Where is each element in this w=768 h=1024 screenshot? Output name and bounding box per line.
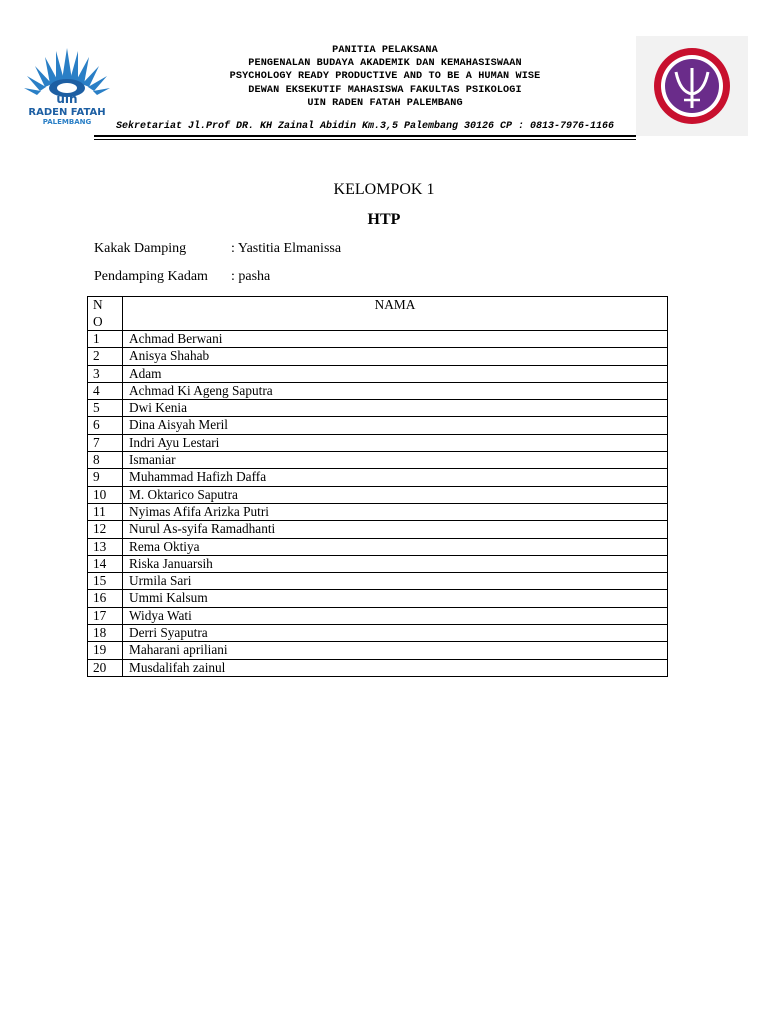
row-number: 15	[88, 573, 123, 590]
table-row	[88, 555, 668, 572]
column-header-no: N O	[88, 297, 123, 331]
field-label: Pendamping Kadam	[94, 269, 208, 284]
member-name: Ismaniar	[123, 452, 668, 469]
table-row	[88, 382, 668, 399]
table-row	[88, 642, 668, 659]
member-table	[87, 296, 668, 677]
table-row	[88, 331, 668, 348]
row-number: 11	[88, 503, 123, 520]
member-name: Muhammad Hafizh Daffa	[123, 469, 668, 486]
row-number: 9	[88, 469, 123, 486]
member-name: Dina Aisyah Meril	[123, 417, 668, 434]
group-title: KELOMPOK 1	[333, 181, 435, 198]
table-row	[88, 503, 668, 520]
row-number: 10	[88, 486, 123, 503]
row-number: 2	[88, 348, 123, 365]
dema-psikologi-emblem	[636, 36, 748, 136]
member-name: Dwi Kenia	[123, 400, 668, 417]
row-number: 4	[88, 382, 123, 399]
field-pendamping-kadam	[94, 269, 270, 285]
member-name: Widya Wati	[123, 607, 668, 624]
member-name: Achmad Berwani	[123, 331, 668, 348]
row-number: 7	[88, 434, 123, 451]
row-number: 1	[88, 331, 123, 348]
row-number: 18	[88, 625, 123, 642]
member-name: Ummi Kalsum	[123, 590, 668, 607]
table-header-row	[88, 297, 668, 331]
table-row	[88, 434, 668, 451]
header-divider	[94, 135, 636, 137]
member-name: Derri Syaputra	[123, 625, 668, 642]
field-label: Kakak Damping	[94, 241, 187, 256]
table-row	[88, 538, 668, 555]
row-number: 12	[88, 521, 123, 538]
member-name: Achmad Ki Ageng Saputra	[123, 382, 668, 399]
letterhead-line: DEWAN EKSEKUTIF MAHASISWA FAKULTAS PSIKOLOGI	[248, 84, 522, 96]
member-name: Nyimas Afifa Arizka Putri	[123, 503, 668, 520]
letterhead	[160, 44, 610, 110]
header-divider	[94, 139, 636, 140]
member-name: Musdalifah zainul	[123, 659, 668, 676]
uin-raden-fatah-logo	[18, 40, 116, 132]
table-row	[88, 417, 668, 434]
row-number: 20	[88, 659, 123, 676]
row-number: 8	[88, 452, 123, 469]
field-kakak-damping	[94, 241, 341, 257]
table-row	[88, 452, 668, 469]
table-row	[88, 348, 668, 365]
table-row	[88, 590, 668, 607]
member-name: Riska Januarsih	[123, 555, 668, 572]
svg-text:uin: uin	[56, 92, 78, 106]
member-name: Nurul As-syifa Ramadhanti	[123, 521, 668, 538]
member-name: Rema Oktiya	[123, 538, 668, 555]
svg-text:PALEMBANG: PALEMBANG	[42, 118, 92, 126]
row-number: 6	[88, 417, 123, 434]
field-value: : Yastitia Elmanissa	[231, 241, 342, 256]
row-number: 19	[88, 642, 123, 659]
member-name: M. Oktarico Saputra	[123, 486, 668, 503]
row-number: 17	[88, 607, 123, 624]
sekretariat-address: Sekretariat Jl.Prof DR. KH Zainal Abidin Km.3,5 Palembang 30126 CP : 0813-7976-1166	[115, 121, 615, 132]
table-row	[88, 365, 668, 382]
table-row	[88, 659, 668, 676]
member-name: Urmila Sari	[123, 573, 668, 590]
letterhead-line: PSYCHOLOGY READY PRODUCTIVE AND TO BE A HUMAN WISE	[229, 71, 541, 83]
table-row	[88, 607, 668, 624]
letterhead-line: UIN RADEN FATAH PALEMBANG	[307, 97, 463, 109]
letterhead-line: PANITIA PELAKSANA	[332, 45, 438, 56]
table-row	[88, 400, 668, 417]
table-row	[88, 625, 668, 642]
row-number: 5	[88, 400, 123, 417]
column-header-nama: NAMA	[123, 297, 668, 331]
svg-text:RADEN FATAH: RADEN FATAH	[28, 107, 106, 118]
row-number: 13	[88, 538, 123, 555]
member-name: Adam	[123, 365, 668, 382]
table-row	[88, 573, 668, 590]
row-number: 16	[88, 590, 123, 607]
row-number: 14	[88, 555, 123, 572]
member-name: Indri Ayu Lestari	[123, 434, 668, 451]
table-row	[88, 469, 668, 486]
member-name: Anisya Shahab	[123, 348, 668, 365]
member-name: Maharani apriliani	[123, 642, 668, 659]
group-subtitle: HTP	[367, 211, 401, 228]
field-value: : pasha	[231, 269, 271, 284]
table-row	[88, 521, 668, 538]
table-row	[88, 486, 668, 503]
letterhead-line: PENGENALAN BUDAYA AKADEMIK DAN KEMAHASISWAAN	[248, 58, 522, 70]
row-number: 3	[88, 365, 123, 382]
